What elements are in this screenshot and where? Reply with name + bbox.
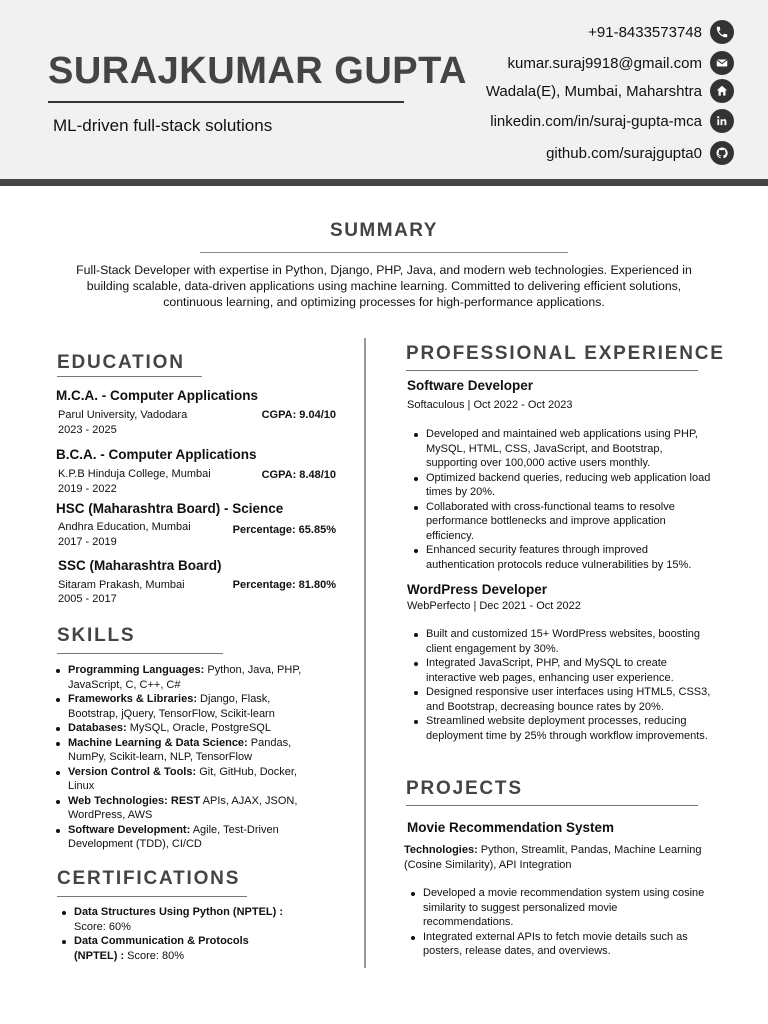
list-item: Streamlined website deployment processes, reducing deployment time by 25% through workflow improvements. (412, 714, 714, 743)
list-item: Machine Learning & Data Science: Pandas, NumPy, Scikit-learn, NLP, TensorFlow (54, 736, 316, 765)
list-item: Data Structures Using Python (NPTEL) : Score: 60% (60, 905, 290, 934)
skills-heading: SKILLS (57, 625, 136, 646)
list-item: Web Technologies: REST APIs, AJAX, JSON, WordPress, AWS (54, 794, 316, 823)
contact-github-text: github.com/surajgupta0 (546, 144, 702, 162)
experience-heading: PROFESSIONAL EXPERIENCE (406, 343, 725, 364)
job-title: Software Developer (407, 378, 534, 393)
list-item: Integrated external APIs to fetch movie details such as posters, release dates, and overviews. (409, 930, 709, 959)
skills-list (54, 663, 316, 852)
projects-heading: PROJECTS (406, 778, 523, 799)
contact-phone-text: +91-8433573748 (588, 23, 702, 41)
education-degree: SSC (Maharashtra Board) (58, 558, 222, 573)
job-meta: WebPerfecto | Dec 2021 - Oct 2022 (407, 600, 581, 612)
skills-underline (57, 653, 223, 654)
certifications-heading: CERTIFICATIONS (57, 868, 241, 889)
list-item: Programming Languages: Python, Java, PHP, JavaScript, C, C++, C# (54, 663, 316, 692)
certifications-underline (57, 896, 247, 897)
education-degree: HSC (Maharashtra Board) - Science (56, 501, 284, 516)
project-bullets (409, 886, 709, 959)
education-heading: EDUCATION (57, 352, 185, 373)
contact-address-text: Wadala(E), Mumbai, Maharshtra (485, 82, 702, 100)
education-score: Percentage: 65.85% (232, 524, 336, 536)
education-years: 2019 - 2022 (58, 483, 117, 495)
contact-email[interactable] (508, 51, 734, 75)
education-institution: Sitaram Prakash, Mumbai (58, 579, 185, 591)
list-item: Data Communication & Protocols (NPTEL) : Score: 80% (60, 934, 290, 963)
contact-linkedin-text: linkedin.com/in/suraj-gupta-mca (490, 112, 702, 130)
education-institution: Andhra Education, Mumbai (58, 521, 191, 533)
education-degree: B.C.A. - Computer Applications (56, 447, 257, 462)
header-divider-bar (0, 179, 768, 186)
project-technologies: Technologies: Python, Streamlit, Pandas, Machine Learning (Cosine Similarity), API Integration (404, 844, 702, 871)
job-meta: Softaculous | Oct 2022 - Oct 2023 (407, 399, 573, 411)
list-item: Collaborated with cross-functional teams to resolve performance bottlenecks and improve application efficiency. (412, 500, 714, 544)
job-title: WordPress Developer (407, 582, 548, 597)
list-item: Designed responsive user interfaces using HTML5, CSS3, and Bootstrap, decreasing bounce rates by 20%. (412, 685, 714, 714)
candidate-name: SURAJKUMAR GUPTA (48, 50, 467, 92)
contact-address (486, 79, 734, 103)
list-item: Developed and maintained web applications using PHP, MySQL, HTML, CSS, JavaScript, and Bootstrap, supporting over 100,000 active users monthly. (412, 427, 714, 471)
certifications-list (60, 905, 290, 963)
education-underline (57, 376, 202, 377)
education-institution: Parul University, Vadodara (58, 409, 188, 421)
column-divider (364, 338, 366, 968)
contact-email-text: kumar.suraj9918@gmail.com (507, 54, 702, 72)
education-years: 2017 - 2019 (58, 536, 117, 548)
job-bullets (412, 627, 714, 743)
education-score: CGPA: 8.48/10 (261, 469, 336, 481)
summary-text: Full-Stack Developer with expertise in Python, Django, PHP, Java, and modern web technologies. Experienced in building scalable, data-driven applications using machine learning. Committed to delivering efficient solutions, continuous learning, and optimizing processes for high-performance applications. (76, 263, 692, 309)
summary-underline (200, 252, 568, 253)
list-item: Databases: MySQL, Oracle, PostgreSQL (54, 721, 316, 736)
name-underline (48, 101, 404, 103)
github-icon (710, 141, 734, 165)
list-item: Integrated JavaScript, PHP, and MySQL to create interactive web pages, enhancing user experience. (412, 656, 714, 685)
contact-linkedin[interactable] (490, 109, 734, 133)
list-item: Frameworks & Libraries: Django, Flask, Bootstrap, jQuery, TensorFlow, Scikit-learn (54, 692, 316, 721)
list-item: Enhanced security features through improved authentication protocols reduce vulnerabilities by 15%. (412, 543, 714, 572)
education-years: 2005 - 2017 (58, 593, 117, 605)
projects-underline (406, 805, 698, 806)
education-score: Percentage: 81.80% (232, 579, 336, 591)
education-institution: K.P.B Hinduja College, Mumbai (58, 468, 211, 480)
phone-icon (710, 20, 734, 44)
experience-underline (406, 370, 698, 371)
education-score: CGPA: 9.04/10 (261, 409, 336, 421)
list-item: Developed a movie recommendation system using cosine similarity to suggest personalized movie recommendations. (409, 886, 709, 930)
list-item: Software Development: Agile, Test-Driven Development (TDD), CI/CD (54, 823, 316, 852)
home-icon (710, 79, 734, 103)
education-degree: M.C.A. - Computer Applications (56, 388, 258, 403)
email-icon (710, 51, 734, 75)
list-item: Built and customized 15+ WordPress websites, boosting client engagement by 30%. (412, 627, 714, 656)
summary-heading: SUMMARY (330, 220, 438, 241)
linkedin-icon (710, 109, 734, 133)
education-years: 2023 - 2025 (58, 424, 117, 436)
contact-github[interactable] (546, 141, 734, 165)
tagline: ML-driven full-stack solutions (53, 116, 273, 135)
list-item: Version Control & Tools: Git, GitHub, Docker, Linux (54, 765, 316, 794)
list-item: Optimized backend queries, reducing web application load times by 20%. (412, 471, 714, 500)
job-bullets (412, 427, 714, 572)
project-title: Movie Recommendation System (407, 820, 615, 835)
contact-phone[interactable] (588, 20, 734, 44)
